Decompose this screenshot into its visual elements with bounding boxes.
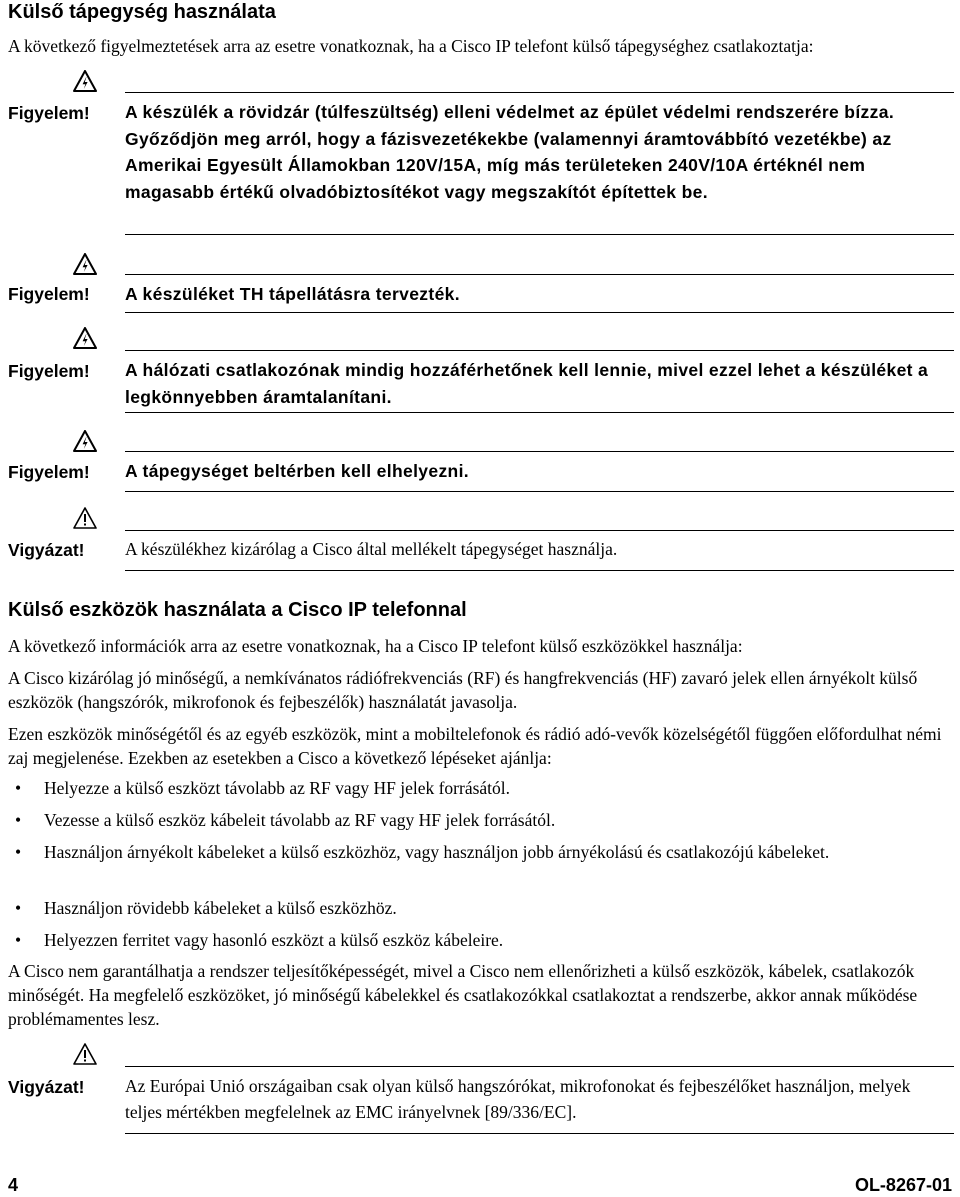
- notice-label: Figyelem!: [8, 361, 90, 381]
- bullet-icon: •: [15, 810, 22, 830]
- list-item: [8, 808, 950, 832]
- caution-divider: [125, 570, 954, 571]
- caution-label: Vigyázat!: [8, 540, 85, 560]
- caution-label: Vigyázat!: [8, 1077, 85, 1097]
- paragraph: Ezen eszközök minőségétől és az egyéb eszközök, mint a mobiltelefonok és rádió adó-vevők közelségétől függően előfordulhat némi zaj megjelenése. Ezekben az esetekben a Cisco a következő lépéseket ajánlja:: [8, 724, 942, 768]
- bullet-icon: •: [15, 898, 22, 918]
- notice-text: A hálózati csatlakozónak mindig hozzáférhetőnek kell lennie, mivel ezzel lehet a készüléket a legkönnyebben áramtalanítani.: [125, 360, 929, 407]
- caution-divider: [125, 1133, 954, 1134]
- paragraph: A következő információk arra az esetre vonatkoznak, ha a Cisco IP telefont külső eszközökkel használja:: [8, 636, 743, 656]
- warning-lightning-icon: [73, 327, 97, 349]
- list-item-text: Helyezzen ferritet vagy hasonló eszközt a külső eszköz kábeleire.: [44, 930, 504, 950]
- list-item-text: Vezesse a külső eszköz kábeleit távolabb az RF vagy HF jelek forrásától.: [44, 810, 556, 830]
- list-item-text: Helyezze a külső eszközt távolabb az RF vagy HF jelek forrásától.: [44, 778, 511, 798]
- document-id: OL-8267-01: [854, 1175, 952, 1195]
- notice-divider: [125, 274, 954, 275]
- paragraph: A Cisco nem garantálhatja a rendszer teljesítőképességét, mivel a Cisco nem ellenőrizheti a külső eszközök, kábelek, csatlakozók minőségét. Ha megfelelő eszközöket, jó minőségű kábelekkel és csatlakozókkal csatlakoztat a rendszerbe, akkor annak működése problémamentes lesz.: [8, 961, 918, 1029]
- bullet-icon: •: [15, 778, 22, 798]
- list-item: [8, 928, 950, 952]
- list-item: [8, 896, 950, 920]
- list-item: [8, 776, 950, 800]
- bullet-icon: •: [15, 842, 22, 862]
- notice-text: A készülék a rövidzár (túlfeszültség) elleni védelmet az épület védelmi rendszerére bízza. Győződjön meg arról, hogy a fázisvezetékekbe (valamennyi áramtovábbító vezetékbe) az Amerikai Egyesült Államokban 120V/15A, míg más területeken 240V/10A értéknél nem magasabb értékű olvadóbiztosítékot vagy megszakítót építettek be.: [125, 102, 895, 202]
- bullet-icon: •: [15, 930, 22, 950]
- warning-lightning-icon: [73, 253, 97, 275]
- warning-lightning-icon: [73, 430, 97, 452]
- caution-divider: [125, 1066, 954, 1067]
- caution-exclamation-icon: [73, 507, 97, 529]
- caution-text: A készülékhez kizárólag a Cisco által mellékelt tápegységet használja.: [125, 539, 618, 559]
- caution-exclamation-icon: [73, 1043, 97, 1065]
- notice-divider: [125, 491, 954, 492]
- notice-label: Figyelem!: [8, 103, 90, 123]
- notice-divider: [125, 451, 954, 452]
- paragraph: A Cisco kizárólag jó minőségű, a nemkívánatos rádiófrekvenciás (RF) és hangfrekvenciás (HF) zavaró jelek ellen árnyékolt külső eszközök (hangszórók, mikrofonok és fejbeszélők) használatát javasolja.: [8, 668, 918, 712]
- notice-divider: [125, 92, 954, 93]
- notice-divider: [125, 234, 954, 235]
- section-title-external-devices: Külső eszközök használata a Cisco IP telefonnal: [8, 599, 467, 621]
- notice-divider: [125, 350, 954, 351]
- caution-divider: [125, 530, 954, 531]
- section-intro: A következő figyelmeztetések arra az esetre vonatkoznak, ha a Cisco IP telefont külső tápegységhez csatlakoztatja:: [8, 36, 814, 56]
- notice-text: A tápegységet beltérben kell elhelyezni.: [125, 461, 470, 481]
- notice-text: A készüléket TH tápellátásra tervezték.: [125, 284, 460, 304]
- list-item: [8, 840, 950, 864]
- section-title-external-power: Külső tápegység használata: [8, 1, 276, 23]
- warning-lightning-icon: [73, 70, 97, 92]
- notice-label: Figyelem!: [8, 462, 90, 482]
- list-item-text: Használjon árnyékolt kábeleket a külső eszközhöz, vagy használjon jobb árnyékolású és csatlakozójú kábeleket.: [44, 842, 830, 862]
- caution-text: Az Európai Unió országaiban csak olyan külső hangszórókat, mikrofonokat és fejbeszélőket használjon, melyek teljes mértékben megfelelnek az EMC irányelvnek [89/336/EC].: [125, 1076, 911, 1122]
- notice-label: Figyelem!: [8, 284, 90, 304]
- notice-divider: [125, 312, 954, 313]
- list-item-text: Használjon rövidebb kábeleket a külső eszközhöz.: [44, 898, 397, 918]
- page-number: 4: [8, 1175, 19, 1195]
- notice-divider: [125, 412, 954, 413]
